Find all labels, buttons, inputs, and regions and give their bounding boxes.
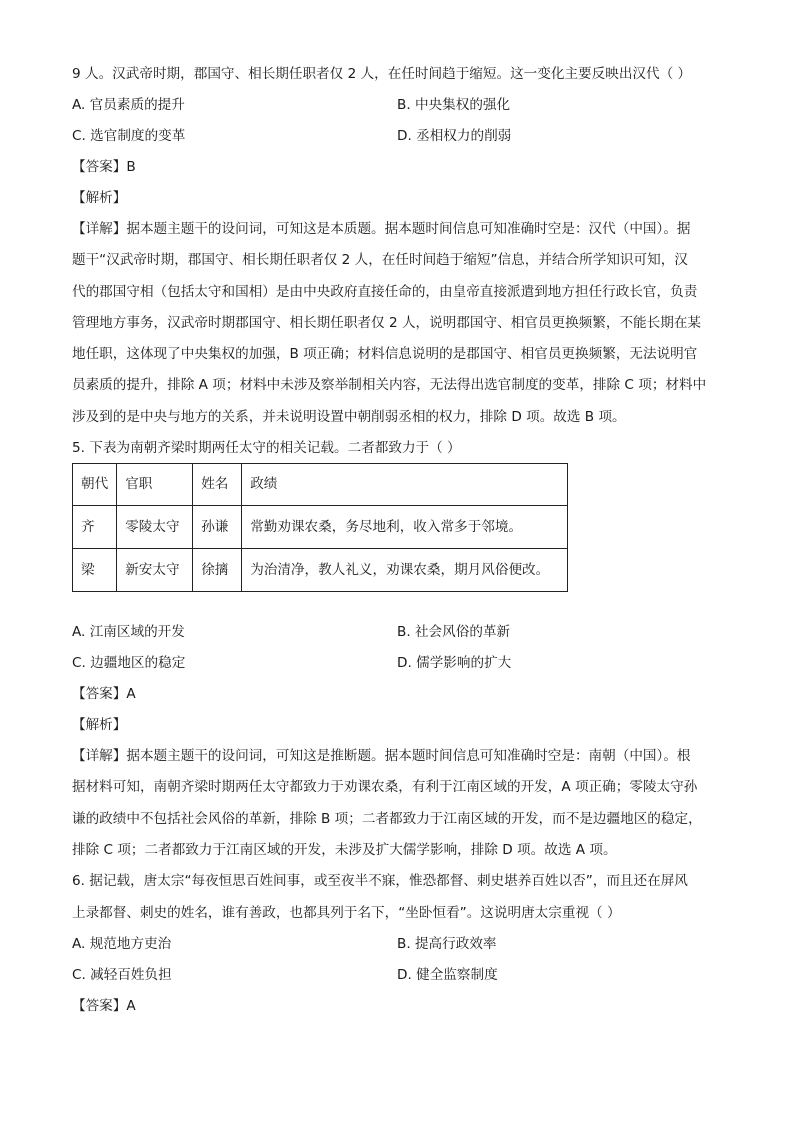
records-table [72,463,568,592]
option-c: C. 减轻百姓负担 [72,966,172,983]
question-6-stem-line: 上录都督、刺史的姓名，谁有善政，也都具列于名下，“坐卧恒看”。这说明唐太宗重视（ ） [72,904,621,921]
table-header-row [73,464,568,506]
table-cell: 齐 [73,506,117,549]
question-5-stem: 5. 下表为南朝齐梁时期两任太守的相关记载。二者都致力于（ ） [72,440,461,457]
table-header-cell: 姓名 [193,464,242,506]
table-header-cell: 政绩 [242,464,568,506]
question-5-analysis-label: 【解析】 [72,717,127,734]
table-cell: 为治清净，教人礼义，劝课农桑，期月风俗便改。 [242,549,568,592]
table-row [73,549,568,592]
option-c: C. 选官制度的变革 [72,128,186,144]
question-5-answer: 【答案】A [72,686,136,703]
table-cell: 徐摛 [193,549,242,592]
table-cell: 孙谦 [193,506,242,549]
question-5-options-row-2 [72,653,724,674]
question-4-answer: 【答案】B [72,159,136,175]
question-4-options-row-1 [72,95,724,116]
question-4-detail-line: 员素质的提升，排除 A 项；材料中未涉及察举制相关内容，无法得出选官制度的变革，排除 C 项；材料中 [72,377,707,394]
table-cell: 梁 [73,549,117,592]
question-4-detail-line: 【详解】据本题主题干的设问词，可知这是本质题。据本题时间信息可知准确时空是：汉代（中国）。据 [72,221,691,237]
question-4-stem: 9 人。汉武帝时期，郡国守、相长期任职者仅 2 人，在任时间趋于缩短。这一变化主要反映出汉代（ ） [72,66,692,82]
option-b: B. 社会风俗的革新 [397,624,511,641]
question-6-stem-line: 6. 据记载，唐太宗“每夜恒思百姓间事，或至夜半不寐，惟恐都督、刺史堪养百姓以否”，而且还在屏风 [72,873,688,890]
question-5-options-row-1 [72,622,724,643]
question-5-detail-line: 谦的政绩中不包括社会风俗的革新，排除 B 项；二者都致力于江南区域的开发，而不是边疆地区的稳定， [72,810,702,827]
option-a: A. 江南区域的开发 [72,624,185,641]
question-4-analysis-label: 【解析】 [72,190,127,206]
question-4-detail-line: 管理地方事务，汉武帝时期郡国守、相长期任职者仅 2 人，说明郡国守、相官员更换频繁，不能长期在某 [72,314,702,331]
table-header-cell: 官职 [117,464,193,506]
table-cell: 零陵太守 [117,506,193,549]
question-5-detail-line: 据材料可知，南朝齐梁时期两任太守都致力于劝课农桑，有利于江南区域的开发，A 项正确；零陵太守孙 [72,779,698,796]
table-cell: 新安太守 [117,549,193,592]
table-header-cell: 朝代 [73,464,117,506]
question-4-detail-line: 代的郡国守相（包括太守和国相）是由中央政府直接任命的，由皇帝直接派遣到地方担任行政长官，负责 [72,283,698,300]
option-a: A. 规范地方吏治 [72,935,172,952]
option-d: D. 儒学影响的扩大 [397,655,512,672]
option-b: B. 提高行政效率 [397,935,497,952]
question-4-detail-line: 涉及到的是中央与地方的关系，并未说明设置中朝削弱丞相的权力，排除 D 项。故选 B 项。 [72,408,626,425]
question-6-options-row-1 [72,934,724,955]
option-d: D. 丞相权力的削弱 [397,128,512,144]
option-b: B. 中央集权的强化 [397,97,511,113]
table-cell: 常勤劝课农桑，务尽地利，收入常多于邻境。 [242,506,568,549]
question-4-detail-line: 题干“汉武帝时期，郡国守、相长期任职者仅 2 人，在任时间趋于缩短”信息，并结合所学知识可知，汉 [72,252,688,269]
option-d: D. 健全监察制度 [397,966,498,983]
question-4-detail-line: 地任职，这体现了中央集权的加强，B 项正确；材料信息说明的是郡国守、相官员更换频繁，无法说明官 [72,346,698,363]
question-4-options-row-2 [72,126,724,147]
question-5-detail-line: 排除 C 项；二者都致力于江南区域的开发，未涉及扩大儒学影响，排除 D 项。故选 A 项。 [72,841,617,858]
question-5-detail-line: 【详解】据本题主题干的设问词，可知这是推断题。据本题时间信息可知准确时空是：南朝（中国）。根 [72,748,691,765]
question-6-answer: 【答案】A [72,997,136,1014]
document-page [72,64,724,1027]
table-row [73,506,568,549]
option-a: A. 官员素质的提升 [72,97,185,113]
question-6-options-row-2 [72,965,724,986]
option-c: C. 边疆地区的稳定 [72,655,186,672]
